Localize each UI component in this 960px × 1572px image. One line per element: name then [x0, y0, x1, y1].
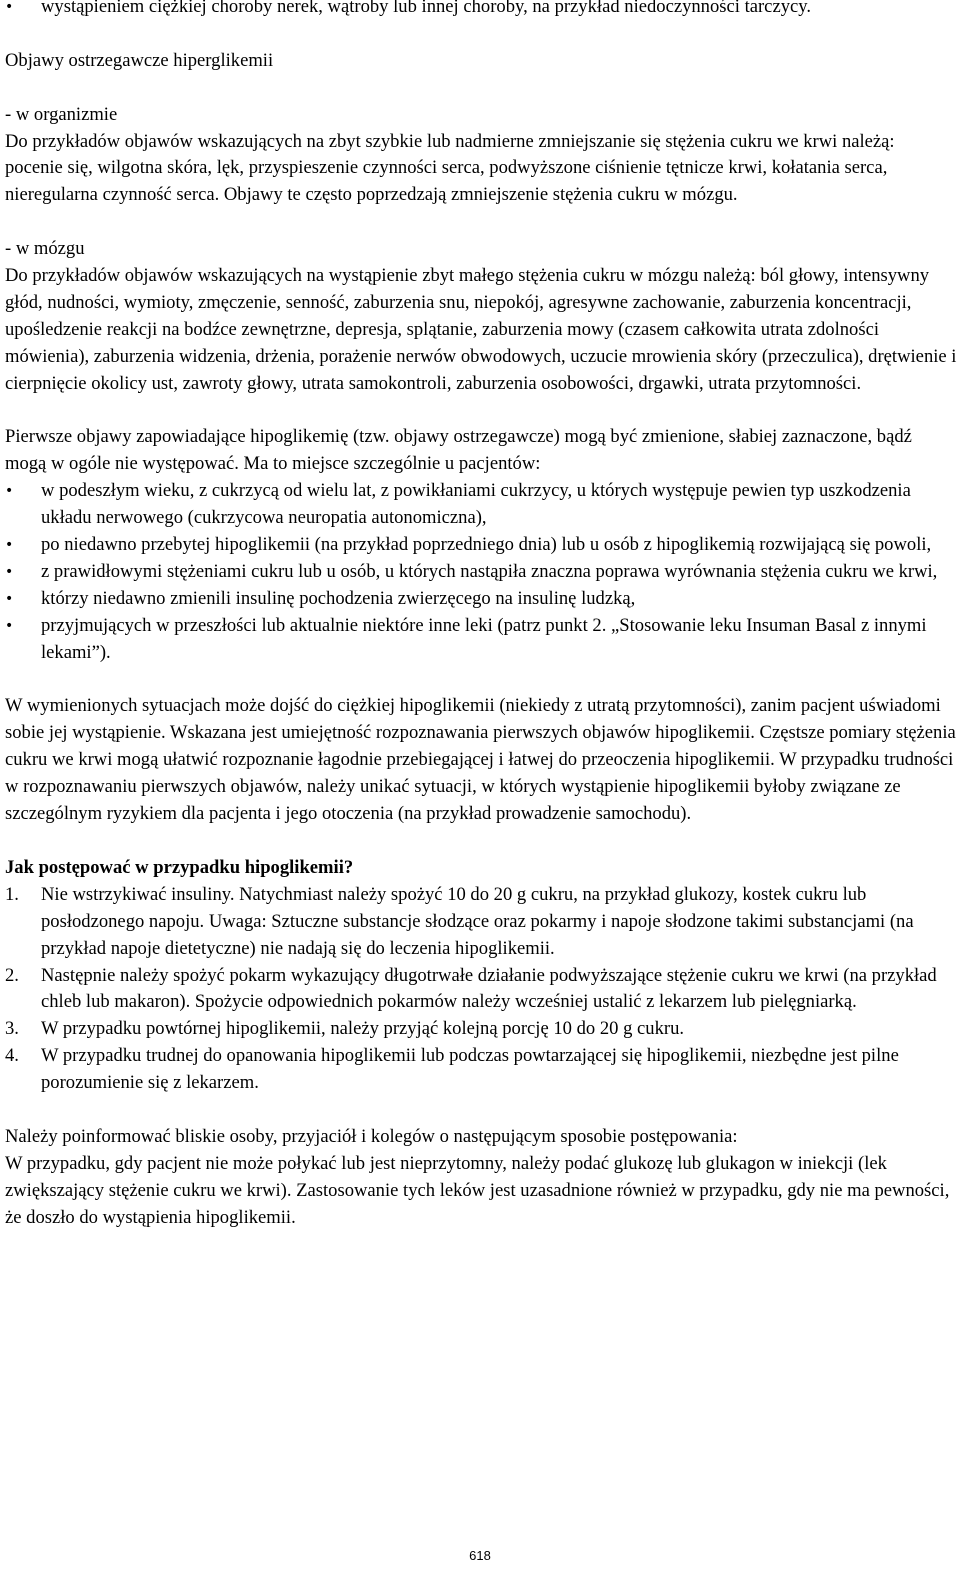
numbered-item — [5, 963, 957, 1017]
bullet-item-top — [5, 0, 957, 21]
paragraph-situations: W wymienionych sytuacjach może dojść do ciężkiej hipoglikemii (niekiedy z utratą przytomności), zanim pacjent uświadomi sobie jej wystąpienie. Wskazana jest umiejętność rozpoznawania pierwszych objawów hipoglikemii. Częstsze pomiary stężenia cukru we krwi mogą ułatwić rozpoznanie łagodnie przebiegającej i łatwej do przeoczenia hipoglikemii. W przypadku trudności w rozpoznawaniu pierwszych objawów, należy unikać sytuacji, w których wystąpienie hipoglikemii byłoby związane ze szczególnym ryzykiem dla pacjenta i jego otoczenia (na przykład prowadzenie samochodu). — [5, 695, 956, 825]
numbered-item — [5, 1043, 957, 1097]
heading-how-to-act: Jak postępować w przypadku hipoglikemii? — [5, 856, 354, 878]
subheading-body: - w organizmie — [5, 103, 118, 125]
list-item-text: po niedawno przebytej hipoglikemii (na przykład poprzedniego dnia) lub u osób z hipoglikemią rozwijającą się powoli, — [41, 534, 932, 556]
paragraph-body-symptoms: Do przykładów objawów wskazujących na zbyt szybkie lub nadmierne zmniejszanie się stężenia cukru we krwi należą: pocenie się, wilgotna skóra, lęk, przyspieszenie czynności serca, podwyższone ciśnienie tętnicze krwi, kołatania serca, nieregularna czynność serca. Objawy te często poprzedzają zmniejszenie stężenia cukru w mózgu. — [5, 130, 895, 206]
bullet-icon: • — [5, 483, 14, 500]
list-item — [5, 478, 957, 532]
document-content — [5, 0, 957, 1232]
numbered-item-number: 1. — [5, 883, 19, 905]
paragraph-first-symptoms: Pierwsze objawy zapowiadające hipoglikemię (tzw. objawy ostrzegawcze) mogą być zmienione, słabiej zaznaczone, bądź mogą w ogóle nie występować. Ma to miejsce szczególnie u pacjentów: — [5, 426, 912, 475]
page-number: 618 — [469, 1548, 491, 1563]
subheading-brain: - w mózgu — [5, 238, 85, 260]
paragraph-brain-symptoms: Do przykładów objawów wskazujących na wystąpienie zbyt małego stężenia cukru w mózgu należą: ból głowy, intensywny głód, nudności, wymioty, zmęczenie, senność, zaburzenia snu, niepokój, agresywne zachowanie, zaburzenia koncentracji, upośledzenie reakcji na bodźce zewnętrzne, depresja, splątanie, zaburzenia mowy (czasem całkowita utrata zdolności mówienia), zaburzenia widzenia, drżenia, porażenie nerwów obwodowych, uczucie mrowienia skóry (przeczulica), drętwienie i cierpnięcie okolicy ust, zawroty głowy, utrata samokontroli, zaburzenia osobowości, drgawki, utrata przytomności. — [5, 265, 957, 394]
list-item-text: przyjmujących w przeszłości lub aktualnie niektóre inne leki (patrz punkt 2. „Stosowanie leku Insuman Basal z innymi lekami”). — [41, 614, 927, 663]
numbered-item-number: 4. — [5, 1045, 19, 1067]
list-item — [5, 532, 957, 559]
bullet-text-top: wystąpieniem ciężkiej choroby nerek, wątroby lub innej choroby, na przykład niedoczynności tarczycy. — [41, 0, 811, 17]
numbered-item-text: Następnie należy spożyć pokarm wykazujący długotrwałe działanie podwyższające stężenie cukru we krwi (na przykład chleb lub makaron). Spożycie odpowiednich pokarmów należy wcześniej ustalić z lekarzem lub pielęgniarką. — [41, 964, 937, 1013]
bullet-icon: • — [5, 0, 14, 15]
numbered-item-text: W przypadku powtórnej hipoglikemii, należy przyjąć kolejną porcję 10 do 20 g cukru. — [41, 1018, 685, 1040]
list-item — [5, 586, 957, 613]
list-item — [5, 559, 957, 586]
list-item-text: z prawidłowymi stężeniami cukru lub u osób, u których nastąpiła znaczna poprawa wyrównania stężenia cukru we krwi, — [41, 560, 938, 582]
heading-hyperglycemia-warning: Objawy ostrzegawcze hiperglikemii — [5, 49, 274, 71]
numbered-item-number: 3. — [5, 1018, 19, 1040]
list-item-text: którzy niedawno zmienili insulinę pochodzenia zwierzęcego na insulinę ludzką, — [41, 587, 636, 609]
paragraph-inform-others: Należy poinformować bliskie osoby, przyjaciół i kolegów o następującym sposobie postępowania: — [5, 1125, 738, 1147]
numbered-item-text: W przypadku trudnej do opanowania hipoglikemii lub podczas powtarzającej się hipoglikemii, niezbędne jest pilne porozumienie się z lekarzem. — [41, 1045, 899, 1094]
list-item — [5, 613, 957, 667]
numbered-item — [5, 1016, 957, 1043]
list-item-text: w podeszłym wieku, z cukrzycą od wielu lat, z powikłaniami cukrzycy, u których występuje pewien typ uszkodzenia układu nerwowego (cukrzycowa neuropatia autonomiczna), — [41, 480, 911, 529]
bullet-icon: • — [5, 590, 14, 607]
numbered-item-number: 2. — [5, 964, 19, 986]
paragraph-glucagon: W przypadku, gdy pacjent nie może połykać lub jest nieprzytomny, należy podać glukozę lub glukagon w iniekcji (lek zwiększający stężenie cukru we krwi). Zastosowanie tych leków jest uzasadnione również w przypadku, gdy nie ma pewności, że doszło do wystąpienia hipoglikemii. — [5, 1152, 950, 1228]
numbered-item-text: Nie wstrzykiwać insuliny. Natychmiast należy spożyć 10 do 20 g cukru, na przykład glukozy, kostek cukru lub posłodzonego napoju. Uwaga: Sztuczne substancje słodzące oraz pokarmy i napoje słodzone takimi substancjami (na przykład napoje dietetyczne) nie nadają się do leczenia hipoglikemii. — [41, 883, 914, 959]
bullet-icon: • — [5, 537, 14, 554]
numbered-item — [5, 882, 957, 963]
bullet-icon: • — [5, 617, 14, 634]
bullet-icon: • — [5, 563, 14, 580]
